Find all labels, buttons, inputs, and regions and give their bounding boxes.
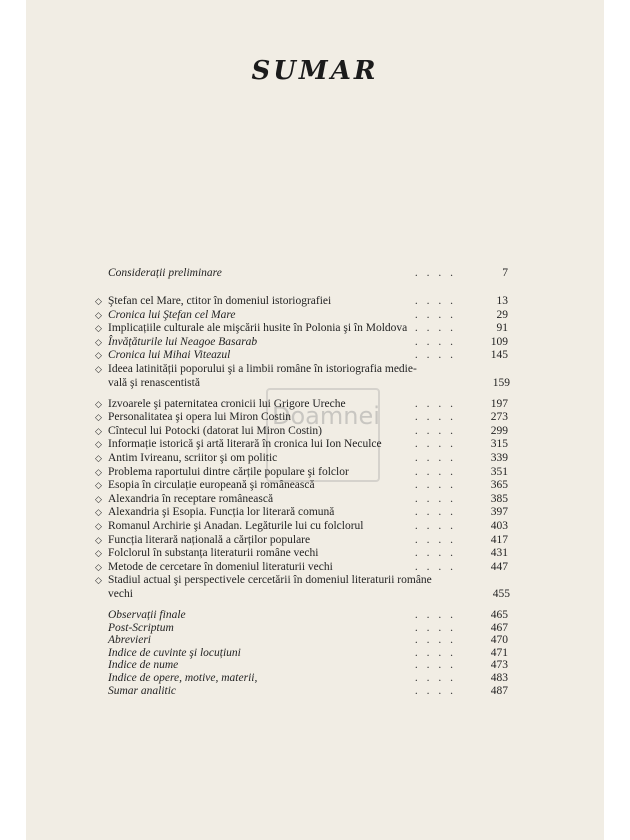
diamond-bullet-icon: ◇ — [95, 480, 102, 491]
dot-leader: . . . . — [414, 438, 456, 451]
diamond-bullet-icon: ◇ — [95, 412, 102, 423]
diamond-bullet-icon: ◇ — [95, 493, 102, 504]
toc-entry-title: Abrevieri — [108, 634, 152, 647]
toc-entry — [95, 478, 508, 492]
toc-entry-title: Indice de opere, motive, materii, — [108, 672, 258, 684]
dot-leader: . . . . — [414, 520, 456, 532]
toc-entry-title: Ştefan cel Mare, ctitor în domeniul istoriografiei — [108, 295, 332, 307]
diamond-bullet-icon: ◇ — [95, 364, 102, 374]
diamond-bullet-icon: ◇ — [95, 561, 102, 572]
toc-entry — [106, 266, 508, 280]
toc-page-number: 431 — [490, 547, 508, 560]
toc-entry — [95, 335, 508, 349]
dot-leader: . . . . — [414, 684, 456, 697]
toc-page-number: 467 — [490, 621, 508, 634]
toc-page-number: 339 — [490, 452, 508, 464]
diamond-bullet-icon: ◇ — [95, 439, 102, 450]
dot-leader: . . . . — [414, 646, 456, 659]
toc-entry — [95, 397, 508, 411]
dot-leader: . . . . — [414, 659, 456, 672]
diamond-bullet-icon: ◇ — [95, 575, 102, 586]
toc-entry-title: Esopia în circulație europeană şi românească — [108, 479, 315, 492]
toc-page-number: 465 — [490, 609, 508, 621]
toc-entry — [95, 492, 508, 506]
toc-entry-title: Alexandria în receptare românească — [108, 492, 274, 505]
toc-entry — [95, 321, 508, 335]
toc-page-number: 447 — [490, 560, 508, 573]
toc-page-number: 145 — [490, 349, 508, 362]
diamond-bullet-icon: ◇ — [95, 296, 102, 306]
dot-leader: . . . . — [414, 479, 456, 492]
toc-page-number: 397 — [490, 506, 508, 519]
dot-leader: . . . . — [414, 492, 456, 505]
toc-entry-title: Învățăturile lui Neagoe Basarab — [108, 335, 258, 348]
dot-leader: . . . . — [414, 452, 456, 464]
dot-leader: . . . . — [414, 349, 456, 362]
toc-entry — [95, 362, 508, 376]
toc-page-number: 483 — [490, 672, 508, 684]
diamond-bullet-icon: ◇ — [95, 453, 102, 463]
toc-entry — [95, 533, 508, 547]
toc-entry-title: Cîntecul lui Potocki (datorat lui Miron Costin) — [108, 424, 323, 437]
diamond-bullet-icon: ◇ — [95, 336, 102, 347]
diamond-bullet-icon: ◇ — [95, 521, 102, 531]
toc-entry-title: vală şi renascentistă — [108, 376, 200, 389]
dot-leader: . . . . — [414, 634, 456, 647]
toc-entry-title: Implicațiile culturale ale mişcării husite în Polonia şi în Moldova — [108, 322, 408, 335]
toc-entry — [95, 308, 508, 322]
dot-leader: . . . . — [414, 547, 456, 560]
dot-leader: . . . . — [414, 322, 456, 335]
toc-page-number: 13 — [496, 295, 508, 307]
toc-entry-title: Metode de cercetare în domeniul literaturii vechi — [108, 560, 333, 573]
diamond-bullet-icon: ◇ — [95, 398, 102, 409]
dot-leader: . . . . — [414, 424, 456, 437]
toc-page-number: 159 — [492, 376, 510, 389]
toc-page-number: 197 — [490, 397, 508, 410]
diamond-bullet-icon: ◇ — [95, 507, 102, 518]
dot-leader: . . . . — [414, 465, 456, 478]
toc-entry — [95, 505, 508, 519]
toc-page-number: 299 — [490, 424, 508, 437]
toc-page-number: 351 — [490, 465, 508, 478]
toc-entry-title: Ideea latinității poporului şi a limbii române în istoriografia medie- — [108, 363, 417, 375]
toc-entry — [95, 451, 508, 465]
toc-entry-title: Personalitatea şi opera lui Miron Costin — [108, 411, 292, 424]
toc-page-number: 417 — [490, 533, 508, 546]
toc-page-number: 471 — [490, 646, 508, 659]
toc-entry-title: Cronica lui Mihai Viteazul — [108, 349, 231, 362]
toc-entry-title: Indice de cuvinte şi locuțiuni — [108, 646, 241, 659]
toc-entry-continuation — [108, 376, 510, 390]
dot-leader: . . . . — [414, 267, 456, 279]
toc-entry-title: Informație istorică şi artă literară în cronica lui Ion Neculce — [108, 438, 382, 451]
toc-entry — [95, 573, 508, 587]
toc-entry-title: Stadiul actual şi perspectivele cercetării în domeniul literaturii române — [108, 574, 432, 587]
diamond-bullet-icon: ◇ — [95, 309, 102, 320]
dot-leader: . . . . — [414, 411, 456, 424]
diamond-bullet-icon: ◇ — [95, 323, 102, 334]
diamond-bullet-icon: ◇ — [95, 534, 102, 545]
dot-leader: . . . . — [414, 397, 456, 410]
dot-leader: . . . . — [414, 560, 456, 573]
toc-page-number: 385 — [490, 492, 508, 505]
diamond-bullet-icon: ◇ — [95, 466, 102, 477]
toc-page-number: 273 — [490, 411, 508, 424]
toc-entry — [95, 560, 508, 574]
toc-entry-title: vechi — [108, 588, 133, 600]
toc-entry-title: Considerații preliminare — [108, 267, 222, 279]
diamond-bullet-icon: ◇ — [95, 548, 102, 559]
toc-page-number: 7 — [502, 267, 508, 279]
toc-entry-title: Cronica lui Ştefan cel Mare — [108, 308, 236, 321]
toc-entry-title: Observații finale — [108, 609, 186, 621]
toc-entry-title: Izvoarele şi paternitatea cronicii lui Grigore Ureche — [108, 397, 346, 410]
dot-leader: . . . . — [414, 295, 456, 307]
dot-leader: . . . . — [414, 308, 456, 321]
toc-entry-title: Romanul Archirie şi Anadan. Legăturile lui cu folclorul — [108, 520, 364, 532]
toc-entry-title: Funcția literară națională a cărților populare — [108, 533, 311, 546]
dot-leader: . . . . — [414, 621, 456, 634]
toc-page-number: 109 — [490, 335, 508, 348]
toc-entry-title: Problema raportului dintre cărțile populare şi folclor — [108, 465, 349, 478]
toc-entry — [95, 465, 508, 479]
book-page — [26, 0, 604, 840]
toc-page-number: 470 — [490, 634, 508, 647]
toc-entry — [95, 348, 508, 362]
toc-entry — [95, 437, 508, 451]
toc-page-number: 365 — [490, 479, 508, 492]
watermark-text: Doamnei — [272, 402, 380, 430]
toc-entry-title: Post-Scriptum — [108, 621, 174, 634]
toc-entry — [95, 546, 508, 560]
page-title: SUMAR — [251, 56, 379, 86]
toc-entry-title: Alexandria şi Esopia. Funcția lor literară comună — [108, 506, 335, 519]
toc-page-number: 455 — [492, 588, 510, 600]
toc-entry-title: Antim Ivireanu, scriitor şi om politic — [108, 452, 278, 464]
toc-page-number: 91 — [496, 322, 508, 335]
toc-entry — [95, 424, 508, 438]
toc-entry — [106, 684, 508, 698]
toc-page-number: 29 — [496, 308, 508, 321]
toc-entry — [95, 519, 508, 533]
toc-entry-continuation — [108, 587, 510, 601]
dot-leader: . . . . — [414, 609, 456, 621]
toc-entry — [95, 410, 508, 424]
diamond-bullet-icon: ◇ — [95, 350, 102, 361]
toc-page-number: 473 — [490, 659, 508, 672]
diamond-bullet-icon: ◇ — [95, 425, 102, 436]
toc-entry-title: Indice de nume — [108, 659, 179, 672]
dot-leader: . . . . — [414, 672, 456, 684]
toc-entry — [95, 294, 508, 308]
dot-leader: . . . . — [414, 533, 456, 546]
toc-page-number: 403 — [490, 520, 508, 532]
toc-entry-title: Folclorul în substanța literaturii române vechi — [108, 547, 319, 560]
toc-entry-title: Sumar analitic — [108, 684, 177, 697]
toc-page-number: 315 — [490, 438, 508, 451]
dot-leader: . . . . — [414, 506, 456, 519]
dot-leader: . . . . — [414, 335, 456, 348]
toc-page-number: 487 — [490, 684, 508, 697]
